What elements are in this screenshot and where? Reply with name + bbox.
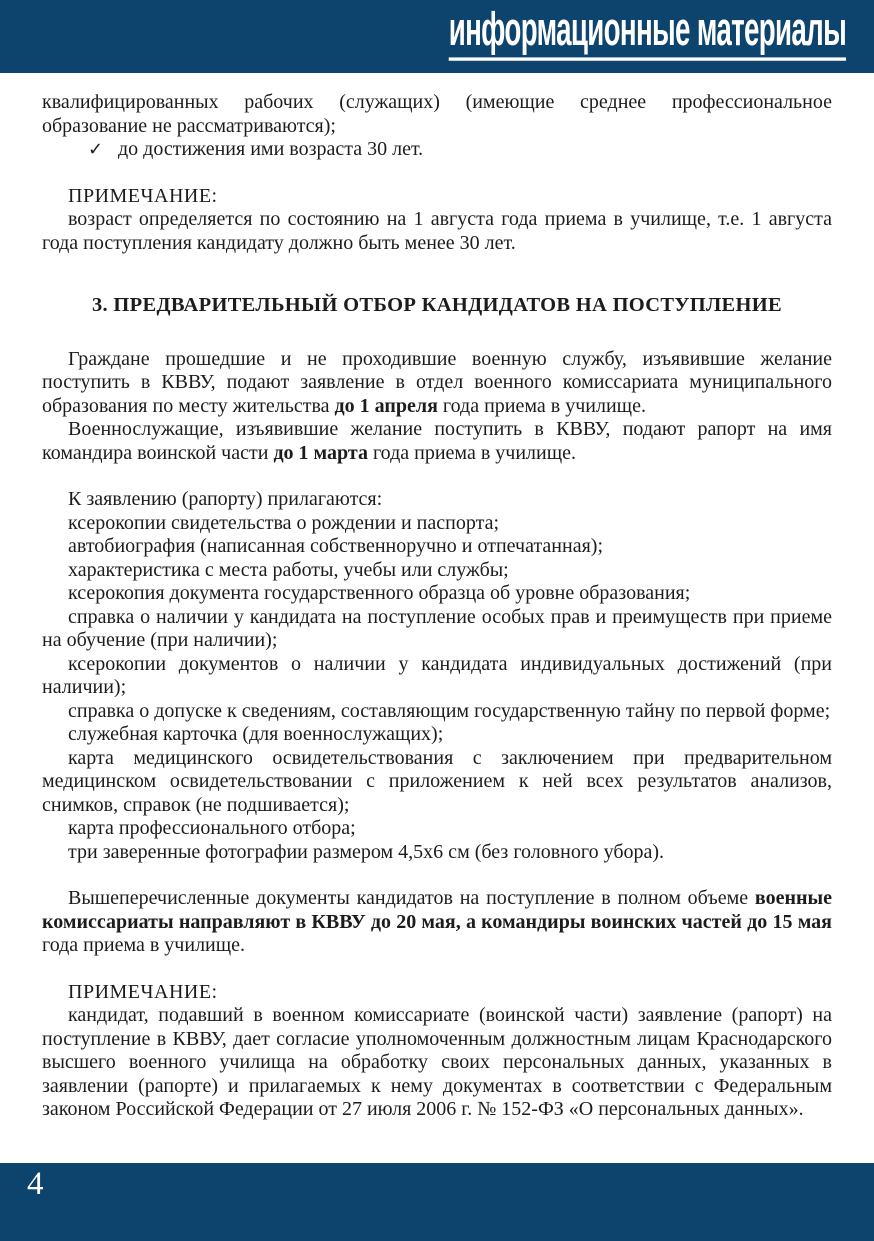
text-segment: карта медицинского освидетельствования с заключением при предварительном медицинском освидетельствовании с приложением к ней всех результатов анализов, снимков, справок (не подшивается); [42,746,832,816]
paragraph [42,700,832,724]
text-segment: карта профессионального отбора; [68,817,356,839]
paragraph [42,535,832,559]
text-segment: автобиография (написанная собственноручно и отпечатанная); [68,535,603,557]
checkmark-icon: ✓ [88,139,104,160]
text-segment: ксерокопии документов о наличии у кандидата индивидуальных достижений (при наличии); [42,652,832,698]
header-title: информационные материалы [449,6,846,61]
document-body [42,91,832,1122]
text-segment: К заявлению (рапорту) прилагаются: [68,488,383,510]
paragraph [42,723,832,747]
paragraph [42,1004,832,1122]
paragraph [42,512,832,536]
section-heading [42,294,832,318]
text-segment: Вышеперечисленные документы кандидатов на поступление в полном объеме [68,887,755,909]
note-label [42,981,832,1005]
text-segment: характеристика с места работы, учебы или службы; [68,558,509,581]
text-segment: служебная карточка (для военнослужащих); [68,723,444,745]
paragraph [42,582,832,606]
paragraph [42,488,832,512]
paragraph [42,817,832,841]
text-segment: квалифицированных рабочих (служащих) (имеющие среднее профессиональное образование не рассматриваются); [42,91,832,137]
paragraph [42,559,832,583]
paragraph [42,606,832,653]
text-segment: ПРИМЕЧАНИЕ: [68,184,218,207]
note-label [42,185,832,209]
header-band [0,0,874,73]
text-segment: ксерокопия документа государственного образца об уровне образования; [68,582,691,604]
text-segment: кандидат, подавший в военном комиссариате (воинской части) заявление (рапорт) на поступление в КВВУ, дает согласие уполномоченным должностным лицам Краснодарского высшего военного училища на обработку своих персональных данных, указанных в заявлении (рапорте) и прилагаемых к нему документах в соответствии с Федеральным законом Российской Федерации от 27 июля 2006 г. № 152-ФЗ «О персональных данных». [42,1004,832,1120]
paragraph [42,887,832,958]
paragraph [42,841,832,865]
paragraph [42,208,832,255]
text-segment: года приема в училище. [42,934,246,956]
page-number: 4 [27,1166,44,1202]
text-segment: военные комиссариаты направляют в КВВУ до 20 мая, а командиры воинских частей до 15 мая [42,887,832,933]
footer-band [0,1163,874,1241]
text-segment: до достижения ими возраста 30 лет. [118,138,424,160]
paragraph-continuation [42,91,832,138]
paragraph [42,747,832,818]
paragraph [42,348,832,419]
text-segment: 3. ПРЕДВАРИТЕЛЬНЫЙ ОТБОР КАНДИДАТОВ НА ПОСТУПЛЕНИЕ [92,294,782,316]
paragraph [42,653,832,700]
text-segment: справка о наличии у кандидата на поступление особых прав и преимуществ при приеме на обучение (при наличии); [42,605,832,651]
text-segment: года приема в училище. [437,394,646,417]
text-segment: до 1 апреля [334,394,438,417]
text-segment: три заверенные фотографии размером 4,5х6 см (без головного убора). [68,840,665,863]
text-segment: справка о допуске к сведениям, составляющим государственную тайну по первой форме; [68,699,831,722]
text-segment: Граждане прошедшие и не проходившие военную службу, изъявившие желание поступить в КВВУ, подают заявление в отдел военного комиссариата муниципального образования по месту жительства [42,347,832,417]
text-segment: ПРИМЕЧАНИЕ: [68,980,218,1003]
text-segment: Военнослужащие, изъявившие желание поступить в КВВУ, подают рапорт на имя командира воинской части [42,418,832,464]
text-segment: возраст определяется по состоянию на 1 августа года приема в училище, т.е. 1 августа года поступления кандидату должно быть менее 30 лет. [42,208,832,254]
text-segment: года приема в училище. [367,441,576,464]
check-list-item [42,138,832,162]
text-segment: до 1 марта [273,441,368,464]
text-segment: ксерокопии свидетельства о рождении и паспорта; [68,511,499,534]
paragraph [42,418,832,465]
